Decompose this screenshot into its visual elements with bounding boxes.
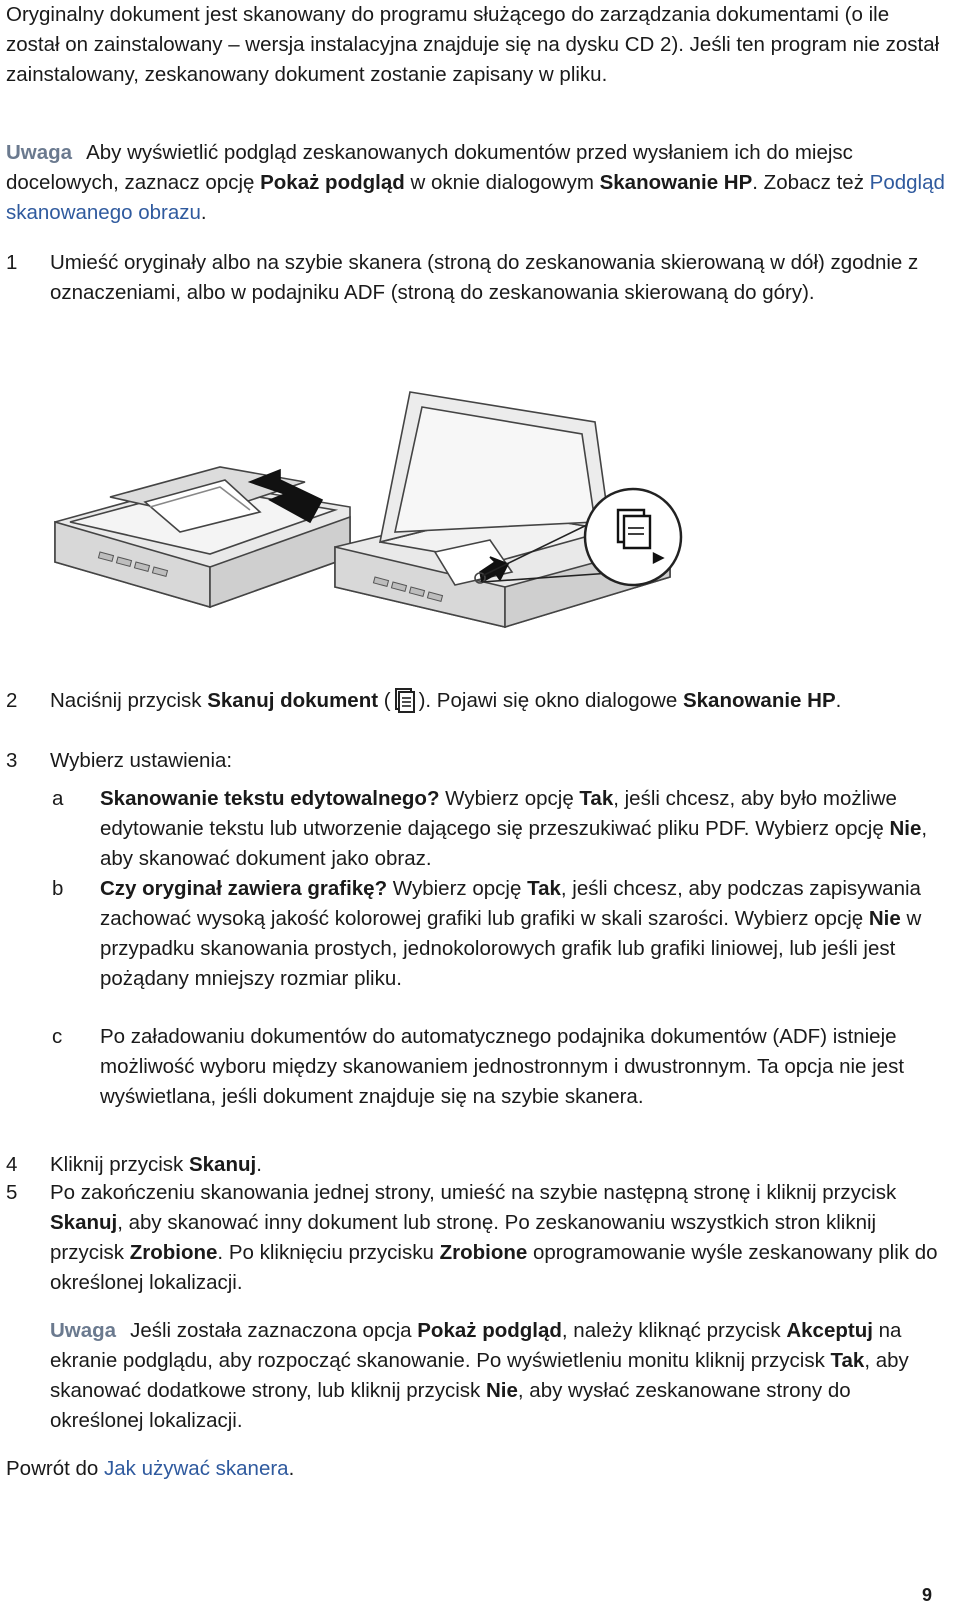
option-c-text: Po załadowaniu dokumentów do automatycznego podajnika dokumentów (ADF) istnieje możliwość wyboru między skanowaniem jednostronnym i dwustronnym. Ta opcja nie jest wyświetlana, jeśli dokument znajduje się na szybie skanera.	[100, 1025, 905, 1108]
scan-document-icon	[393, 687, 417, 713]
note-label: Uwaga	[6, 141, 73, 164]
step-number: 3	[6, 749, 18, 772]
sub-letter: b	[52, 877, 64, 900]
sub-letter: c	[52, 1025, 63, 1048]
page-number: 9	[921, 1585, 932, 1605]
footer-return: Powrót do Jak używać skanera.	[6, 1457, 295, 1480]
step-number: 5	[6, 1181, 18, 1204]
step-2-text: Naciśnij przycisk Skanuj dokument ( ). Pojawi się okno dialogowe Skanowanie HP.	[50, 689, 842, 712]
step-number: 1	[6, 251, 18, 274]
note-label: Uwaga	[50, 1319, 117, 1342]
option-b-text: Czy oryginał zawiera grafikę? Wybierz opcję Tak, jeśli chcesz, aby podczas zapisywania zachować wysoką jakość kolorowej grafiki lub grafiki w skali szarości. Wybierz opcję Nie w przypadku skanowania prostych, jednokolorowych grafik lub grafiki liniowej, lub jeśli jest pożądany mniejszy rozmiar pliku.	[100, 877, 922, 990]
step-number: 4	[6, 1153, 18, 1176]
intro-paragraph: Oryginalny dokument jest skanowany do programu służącego do zarządzania dokumentami (o ile został on zainstalowany – wersja instalacyjna znajduje się na dysku CD 2). Jeśli ten program nie został zainstalowany, zeskanowany dokument zostanie zapisany w pliku.	[6, 3, 940, 86]
note-preview: Uwaga Aby wyświetlić podgląd zeskanowanych dokumentów przed wysłaniem ich do miejsc docelowych, zaznacz opcję Pokaż podgląd w oknie dialogowym Skanowanie HP. Zobacz też Podgląd skanowanego obrazu.	[6, 141, 945, 224]
step-1-text: Umieść oryginały albo na szybie skanera (stroną do zeskanowania skierowaną w dół) zgodnie z oznaczeniami, albo w podajniku ADF (stroną do zeskanowania skierowaną do góry).	[50, 251, 919, 304]
option-a-text: Skanowanie tekstu edytowalnego? Wybierz opcję Tak, jeśli chcesz, aby było możliwe edytowanie tekstu lub utworzenie dającego się przeszukiwać pliku PDF. Wybierz opcję Nie, aby skanować dokument jako obraz.	[100, 787, 928, 870]
step-4-text: Kliknij przycisk Skanuj.	[50, 1153, 262, 1176]
step-3-text: Wybierz ustawienia:	[50, 749, 233, 772]
step-5-text: Po zakończeniu skanowania jednej strony, umieść na szybie następną stronę i kliknij przycisk Skanuj, aby skanować inny dokument lub stronę. Po zeskanowaniu wszystkich stron kliknij przycisk Zrobione. Po kliknięciu przycisku Zrobione oprogramowanie wyśle zeskanowany plik do określonej lokalizacji.	[50, 1181, 938, 1294]
note-accept: Uwaga Jeśli została zaznaczona opcja Pokaż podgląd, należy kliknąć przycisk Akceptuj na ekranie podglądu, aby rozpocząć skanowanie. Po wyświetleniu monitu kliknij przycisk Tak, aby skanować dodatkowe strony, lub kliknij przycisk Nie, aby wysłać zeskanowane strony do określonej lokalizacji.	[50, 1319, 909, 1432]
sub-letter: a	[52, 787, 64, 810]
link-preview-scan[interactable]: Podgląd skanowanego obrazu	[6, 171, 945, 224]
scanner-illustration	[50, 382, 700, 652]
step-number: 2	[6, 689, 18, 712]
link-how-to-use-scanner[interactable]: Jak używać skanera	[104, 1457, 289, 1480]
